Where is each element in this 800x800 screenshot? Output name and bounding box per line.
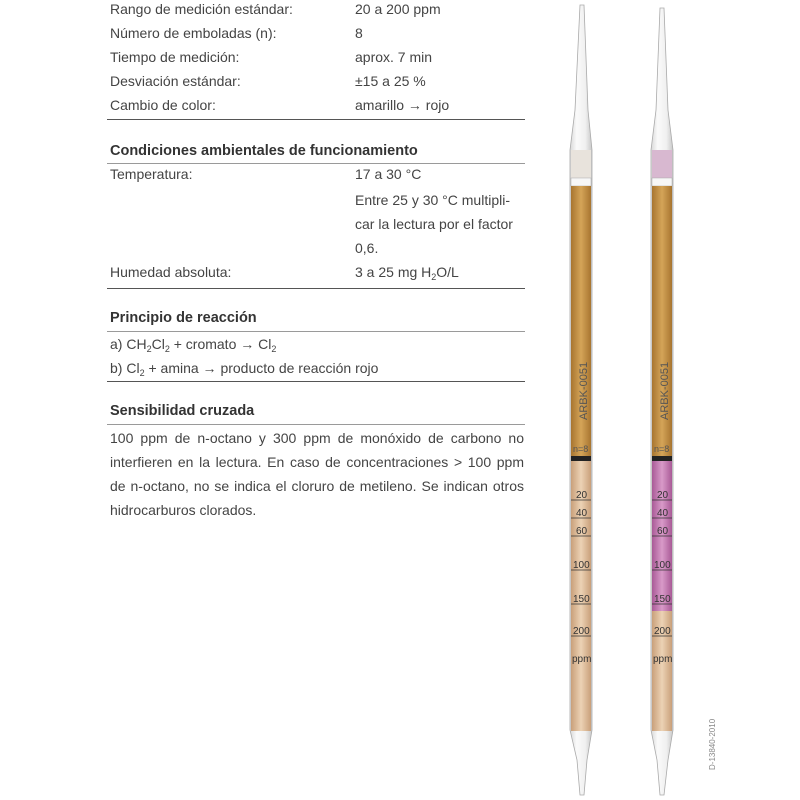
humidity-row <box>110 260 524 284</box>
scale-label: 60 <box>657 526 669 537</box>
spec-label: Rango de medición estándar: <box>110 1 293 17</box>
scale-label: 100 <box>654 560 671 571</box>
detector-tubes-image <box>540 0 720 800</box>
temperature-note: Entre 25 y 30 °C multipli- <box>355 192 510 208</box>
temperature-note-row <box>110 212 524 236</box>
formula-text: a) CH <box>110 336 147 352</box>
subscript: 2 <box>271 344 277 354</box>
reaction-formula <box>110 356 378 380</box>
scale-label: 200 <box>654 626 671 637</box>
unit-label: ppm <box>653 654 673 665</box>
spec-value: 8 <box>355 25 363 41</box>
scale-label: 40 <box>576 508 588 519</box>
spec-row <box>110 21 524 45</box>
formula-text: + cromato → Cl <box>169 336 272 352</box>
temperature-note: car la lectura por el factor <box>355 216 513 232</box>
scale-label: 150 <box>573 594 590 605</box>
temperature-note-row <box>110 236 524 260</box>
spec-value: 20 a 200 ppm <box>355 1 441 17</box>
reaction-heading: Principio de reacción <box>110 310 257 326</box>
formula-text: + amina → producto de reacción rojo <box>144 360 379 376</box>
paragraph-line: de n-octano, no se indica el cloruro de metileno. Se indican otros <box>110 478 524 494</box>
spec-row <box>110 0 524 21</box>
scale-label: 20 <box>576 490 588 501</box>
heading-underline <box>107 424 525 425</box>
spec-row <box>110 45 524 69</box>
spec-value: amarillo → rojo <box>355 97 450 113</box>
spec-value: ±15 a 25 % <box>355 73 426 89</box>
temperature-note: 0,6. <box>355 240 379 256</box>
tube-code: ARBK-0051 <box>578 361 590 420</box>
section-divider <box>107 381 525 382</box>
spec-row <box>110 93 524 117</box>
scale-label: 40 <box>657 508 669 519</box>
scale-label: 60 <box>576 526 588 537</box>
temperature-row <box>110 162 524 186</box>
reaction-line-b <box>110 356 524 380</box>
subscript: 2 <box>164 344 170 354</box>
subscript: 2 <box>139 368 145 378</box>
humidity-text: O/L <box>436 264 459 280</box>
image-credit: D-13840-2010 <box>708 718 717 770</box>
strokes-mark: n=8 <box>573 444 589 454</box>
conditions-heading: Condiciones ambientales de funcionamiento <box>110 143 418 159</box>
spec-value: aprox. 7 min <box>355 49 433 65</box>
scale-label: 20 <box>657 490 669 501</box>
humidity-label: Humedad absoluta: <box>110 264 232 280</box>
unit-label: ppm <box>572 654 592 665</box>
spec-label: Número de emboladas (n): <box>110 25 277 41</box>
humidity-value <box>355 260 459 284</box>
spec-label: Tiempo de medición: <box>110 49 240 65</box>
strokes-mark: n=8 <box>654 444 670 454</box>
reaction-line-a <box>110 332 524 356</box>
tube-code: ARBK-0051 <box>659 361 671 420</box>
spec-label: Desviación estándar: <box>110 73 241 89</box>
paragraph-line: interfieren en la lectura. En caso de concentraciones > 100 ppm <box>110 454 524 470</box>
paragraph-line: 100 ppm de n-octano y 300 ppm de monóxido de carbono no <box>110 430 524 446</box>
spec-label: Cambio de color: <box>110 97 216 113</box>
section-divider <box>107 288 525 289</box>
temperature-note-row <box>110 188 524 212</box>
formula-text: Cl <box>151 336 165 352</box>
scale-label: 100 <box>573 560 590 571</box>
sensitivity-heading: Sensibilidad cruzada <box>110 403 255 419</box>
humidity-text: 3 a 25 mg H <box>355 264 432 280</box>
formula-text: b) Cl <box>110 360 140 376</box>
paragraph-line: hidrocarburos clorados. <box>110 502 257 518</box>
subscript: 2 <box>146 344 152 354</box>
subscript: 2 <box>431 272 437 282</box>
spec-row <box>110 69 524 93</box>
temperature-label: Temperatura: <box>110 166 193 182</box>
scale-label: 200 <box>573 626 590 637</box>
reaction-formula <box>110 332 276 356</box>
sensitivity-paragraph <box>110 426 524 522</box>
section-divider <box>107 119 525 120</box>
scale-label: 150 <box>654 594 671 605</box>
temperature-value: 17 a 30 °C <box>355 166 422 182</box>
